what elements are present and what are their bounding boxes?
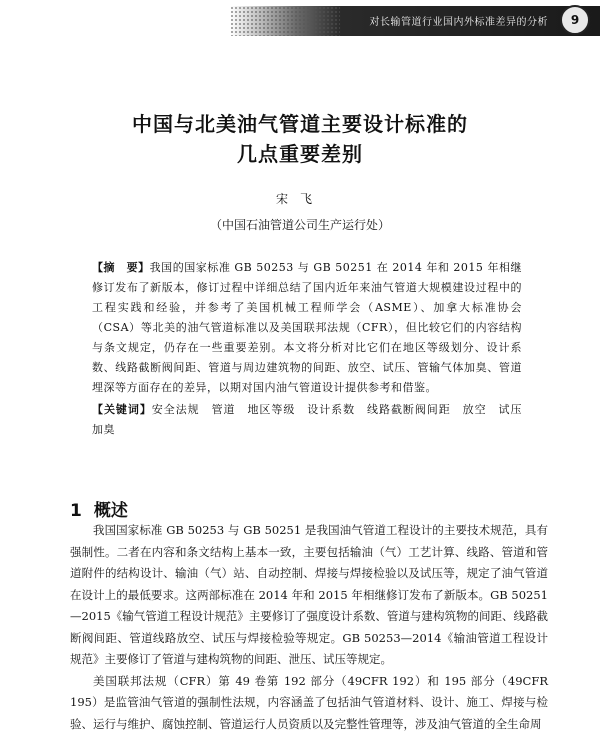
abstract-label: 【摘 要】 — [92, 261, 150, 274]
abstract-text: 我国的国家标准 GB 50253 与 GB 50251 在 2014 年和 2015 年相继修订发布了新版本，修订过程中详细总结了国内近年来油气管道大规模建设过程中的工程实践和经验，并参考了美国机械工程师学会（ASME）、加拿大标准协会（CSA）等北美的油气管道标准以及美国联邦法规（CFR），但比较它们的内容结构与条文规定，仍存在一些重要差别。本文将分析对比它们在地区等级划分、设计系数、线路截断阀间距、管道与周边建筑物的间距、放空、试压、管输气体加臭、管道埋深等方面存在的差异，以期对国内油气管道设计提供参考和借鉴。 — [92, 261, 523, 394]
section-title: 概述 — [93, 501, 128, 521]
running-head: 对长输管道行业国内外标准差异的分析 — [369, 17, 548, 28]
section-number: 1 — [70, 501, 82, 521]
article-title-line1: 中国与北美油气管道主要设计标准的 — [132, 112, 468, 136]
section-heading — [70, 496, 128, 521]
page-number-badge: 9 — [560, 5, 590, 35]
keywords-label: 【关键词】 — [92, 403, 152, 416]
author: 宋飞 — [275, 192, 324, 206]
body-paragraph: 我国国家标准 GB 50253 与 GB 50251 是我国油气管道工程设计的主要技术规范，具有强制性。二者在内容和条文结构上基本一致，主要包括输油（气）工艺计算、线路、管道和管道附件的结构设计、输油（气）站、自动控制、焊接与焊接检验以及试压等，规定了油气管道在设计上的最低要求。这两部标准在 2014 年和 2015 年相继修订发布了新版本。GB 50251—2015《输气管道工程设计规范》主要修订了强度设计系数、管道与建构筑物的间距、线路截断阀间距、管道线路放空、试压与焊接检验等规定。GB 50253—2014《输油管道工程设计规范》主要修订了管道与建构筑物的间距、泄压、试压等规定。 — [70, 523, 548, 666]
section-body — [70, 520, 548, 735]
keywords-paragraph — [92, 400, 534, 440]
keywords-text: 安全法规 管道 地区等级 设计系数 线路截断阀间距 放空 试压 加臭 — [92, 403, 534, 436]
affiliation: （中国石油管道公司生产运行处） — [209, 218, 390, 232]
abstract-paragraph — [92, 258, 522, 398]
article-title-line2: 几点重要差别 — [237, 142, 363, 166]
abstract-block — [92, 258, 534, 440]
body-paragraph: 美国联邦法规（CFR）第 49 卷第 192 部分（49CFR 192）和 195 部分（49CFR 195）是监管油气管道的强制性法规，内容涵盖了包括油气管道材料、设计、施工、焊接与检验、运行与维护、腐蚀控制、管道运行人员资质以及完整性管理等，涉及油气管道的全生命周 — [70, 673, 548, 731]
